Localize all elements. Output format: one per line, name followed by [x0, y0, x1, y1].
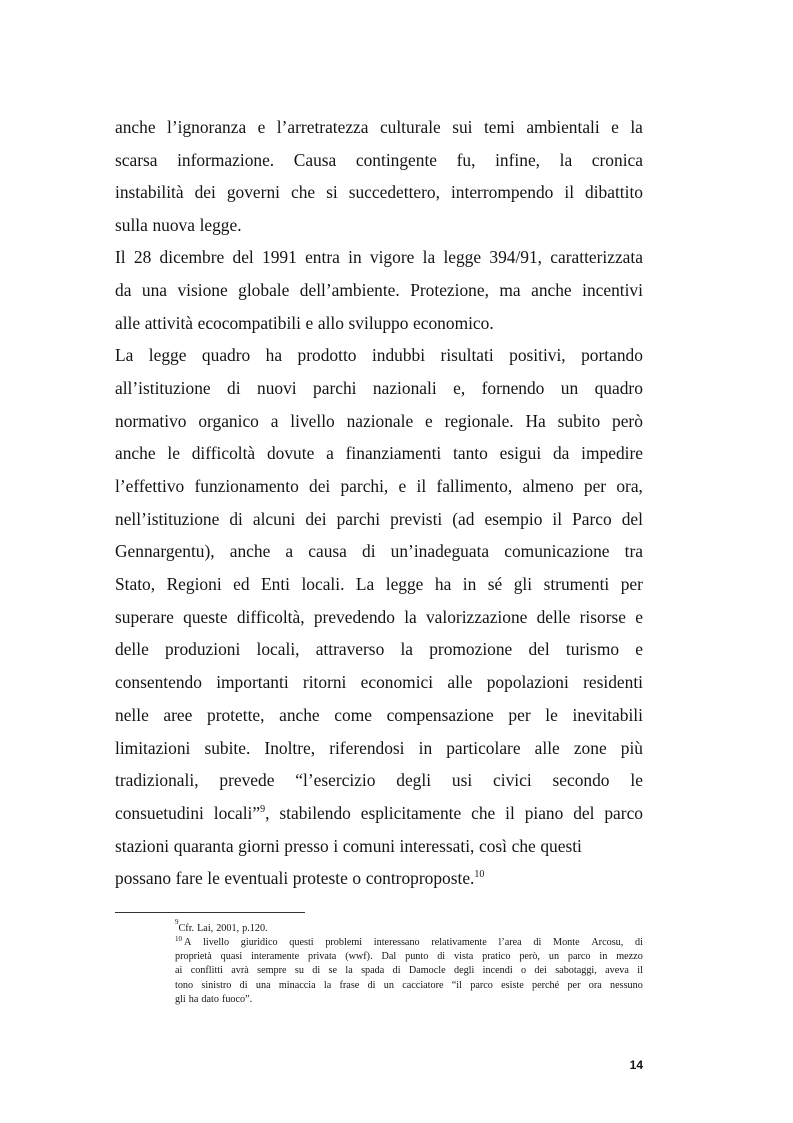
footnote-10-line: proprietà quasi interamente privata (wwf). Dal punto di vista pratico però, un parco in mezzo	[175, 951, 643, 962]
text-line: superare queste difficoltà, prevedendo la valorizzazione delle risorse e	[115, 607, 643, 627]
text-line: normativo organico a livello nazionale e regionale. Ha subito però	[115, 411, 643, 431]
footnote-ref-10: 10	[474, 869, 485, 880]
text-line: nelle aree protette, anche come compensazione per le inevitabili	[115, 705, 643, 725]
footnote-10-line: gli ha dato fuoco”.	[175, 994, 253, 1005]
text-line: anche l’ignoranza e l’arretratezza culturale sui temi ambientali e la	[115, 117, 643, 137]
text-line: stazioni quaranta giorni presso i comuni interessati, così che questi	[115, 836, 582, 856]
footnote-10-line: tono sinistro di una minaccia la frase di un cacciatore “il parco esiste perché per ora nessuno	[175, 980, 643, 991]
text-line: Stato, Regioni ed Enti locali. La legge ha in sé gli strumenti per	[115, 574, 643, 594]
text-line: instabilità dei governi che si succedettero, interrompendo il dibattito	[115, 182, 643, 202]
footnote-10: $^{10}$ A livello giuridico questi problemi interessano relativamente l’area di Monte Arcosu, di	[175, 935, 643, 948]
text-line: alle attività ecocompatibili e allo sviluppo economico.	[115, 313, 494, 333]
text-line: sulla nuova legge.	[115, 215, 242, 235]
footnote-9: 9 Cfr. Lai, 2001, p.120.	[175, 918, 268, 934]
text-line: La legge quadro ha prodotto indubbi risultati positivi, portando	[115, 345, 643, 365]
text-line: Il 28 dicembre del 1991 entra in vigore la legge 394/91, caratterizzata	[115, 247, 643, 267]
footnote-ref-9: 9	[260, 804, 266, 815]
text-line: scarsa informazione. Causa contingente fu, infine, la cronica	[115, 150, 643, 170]
text-line: consentendo importanti ritorni economici alle popolazioni residenti	[115, 672, 643, 692]
text-line: l’effettivo funzionamento dei parchi, e il fallimento, almeno per ora,	[115, 476, 643, 496]
text-line: limitazioni subite. Inoltre, riferendosi in particolare alle zone più	[115, 738, 643, 758]
text-line: tradizionali, prevede “l’esercizio degli usi civici secondo le	[115, 770, 643, 790]
text-line: possano fare le eventuali proteste o controproposte.$^{10}$	[115, 868, 485, 888]
text-line: da una visione globale dell’ambiente. Protezione, ma anche incentivi	[115, 280, 643, 300]
footnote-10-line: ai conflitti avrà sempre su di se la spada di Damocle degli incendi o dei sabotaggi, aveva il	[175, 965, 643, 976]
text-line: delle produzioni locali, attraverso la promozione del turismo e	[115, 639, 643, 659]
text-line: Gennargentu), anche a causa di un’inadeguata comunicazione tra	[115, 541, 643, 561]
text-line: consuetudini locali”$^9$, stabilendo esplicitamente che il piano del parco	[115, 803, 643, 823]
footnote-separator	[115, 912, 305, 913]
text-line: anche le difficoltà dovute a finanziamenti tanto esigui da impedire	[115, 443, 643, 463]
page-number: 14	[629, 1058, 643, 1072]
text-line: all’istituzione di nuovi parchi nazionali e, fornendo un quadro	[115, 378, 643, 398]
text-line: nell’istituzione di alcuni dei parchi previsti (ad esempio il Parco del	[115, 509, 643, 529]
